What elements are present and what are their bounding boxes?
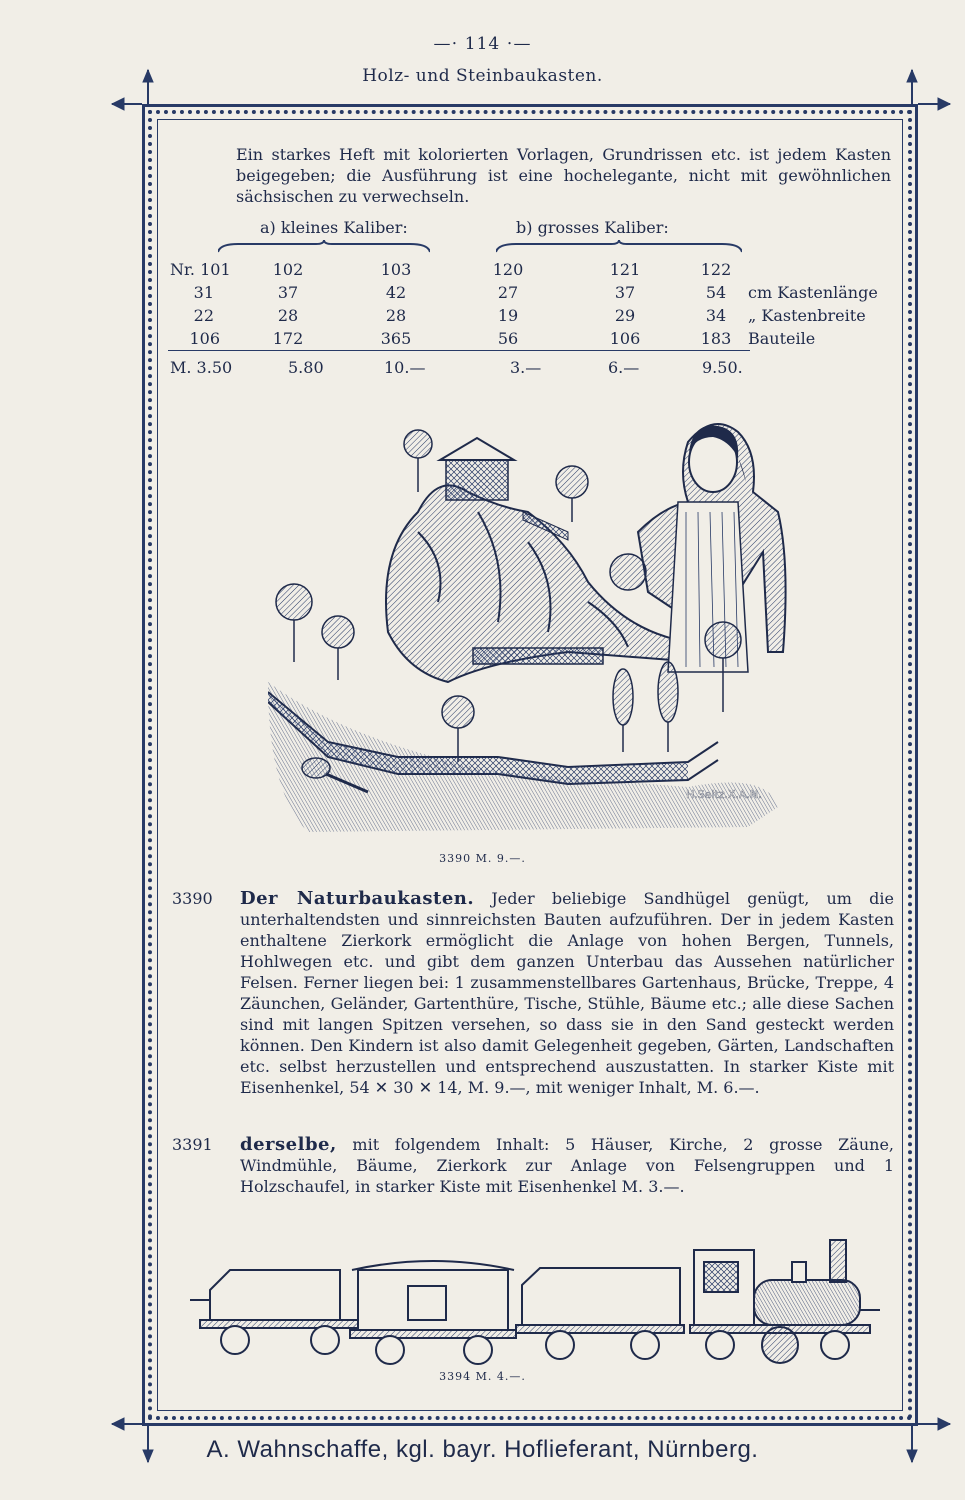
entry-number: 3391	[172, 1135, 213, 1154]
unit: cm Kastenlänge	[748, 283, 878, 302]
cell: 120	[492, 260, 524, 279]
price: 9.50.	[702, 358, 743, 377]
page-number: —⋅ 114 ⋅—	[433, 34, 532, 54]
entry-body	[240, 888, 894, 1098]
entry-text: Jeder beliebige Sandhügel genügt, um die unterhaltendsten und sinnreichsten Bauten aufzuführen. Der in jedem Kasten enthaltene Zierkork ermöglicht die Anlage von hohen Bergen, Tunnels, Hohlwegen etc. und gibt dem ganzen Unterbau das Aussehen natürlicher Felsen. Ferner liegen bei: 1 zusammenstellbares Gartenhaus, Brücke, Treppe, 4 Zäunchen, Geländer, Gartenthüre, Tische, Stühle, Bäume etc.; alle diese Sachen sind mit langen Spitzen versehen, so dass sie in den Sand gesteckt werden können. Den Kindern ist also damit Gelegenheit gegeben, Gärten, Landschaften etc. selbst herzustellen und entsprechend auszustatten. In starker Kiste mit Eisenhenkel, 54 ✕ 30 ✕ 14, M. 9.—, mit weniger Inhalt, M. 6.—.	[240, 889, 895, 1097]
dash-right: ⋅—	[500, 34, 532, 54]
table-row	[170, 327, 898, 350]
price: M. 3.50	[170, 358, 233, 377]
cell: 121	[609, 260, 641, 279]
toy-train-illustration	[190, 1230, 880, 1370]
cell: 27	[497, 283, 519, 302]
cell: 29	[614, 306, 636, 325]
entry-title: Der Naturbaukasten.	[240, 888, 475, 909]
unit: „ Kastenbreite	[748, 306, 866, 325]
entry-text: mit folgendem Inhalt: 5 Häuser, Kirche, 2 grosse Zäune, Windmühle, Bäume, Zierkork zur Anlage von Felsengruppen und 1 Holzschaufel, in starker Kiste mit Eisenhenkel M. 3.—.	[240, 1135, 894, 1196]
cell: 28	[385, 306, 407, 325]
cell: 37	[614, 283, 636, 302]
cell: 122	[700, 260, 732, 279]
entry-number: 3390	[172, 889, 213, 908]
entry-body	[240, 1134, 894, 1197]
price: 3.—	[510, 358, 542, 377]
cell: 31	[193, 283, 214, 302]
figure-caption-3394: 3394 M. 4.—.	[439, 1370, 526, 1383]
figure-caption-3390: 3390 M. 9.—.	[439, 852, 526, 865]
price: 10.—	[384, 358, 426, 377]
cell: 19	[497, 306, 519, 325]
cell: 106	[609, 329, 641, 348]
cell: 22	[193, 306, 214, 325]
cell: 28	[277, 306, 299, 325]
row-head: Nr. 101	[170, 260, 231, 279]
cell: 183	[700, 329, 732, 348]
unit: Bauteile	[748, 329, 816, 348]
cell: 34	[705, 306, 727, 325]
nature-construction-kit-illustration	[268, 412, 790, 840]
cell: 106	[189, 329, 220, 348]
table-row	[170, 258, 898, 281]
engraver-signature: H.Seitz.X.A.N.	[686, 788, 762, 801]
table-row	[170, 304, 898, 327]
running-head: Holz- und Steinbaukasten.	[362, 66, 603, 86]
cell: 42	[385, 283, 407, 302]
cell: 172	[272, 329, 304, 348]
price: 6.—	[608, 358, 640, 377]
intro-text: Ein starkes Heft mit kolorierten Vorlagen, Grundrissen etc. ist jedem Kasten beigegeben; die Ausführung ist eine hochelegante, nicht mit gewöhnlichen sächsischen zu verwechseln.	[236, 145, 891, 206]
caliber-large-label: b) grosses Kaliber:	[516, 218, 669, 237]
cell: 37	[277, 283, 299, 302]
cell: 102	[272, 260, 304, 279]
caliber-small-label: a) kleines Kaliber:	[260, 218, 408, 237]
cell: 103	[380, 260, 412, 279]
unit	[748, 258, 898, 281]
dash-left: —⋅	[433, 34, 465, 54]
sizes-table	[170, 258, 898, 350]
table-rule	[168, 350, 750, 351]
price: 5.80	[288, 358, 324, 377]
cell: 56	[497, 329, 519, 348]
table-row	[170, 281, 898, 304]
brace-large	[496, 240, 742, 254]
brace-small	[218, 240, 430, 254]
publisher-footer: A. Wahnschaffe, kgl. bayr. Hoflieferant, Nürnberg.	[206, 1436, 759, 1463]
cell: 54	[705, 283, 727, 302]
intro-paragraph	[236, 144, 891, 207]
cell: 365	[380, 329, 412, 348]
entry-title: derselbe,	[240, 1134, 337, 1155]
